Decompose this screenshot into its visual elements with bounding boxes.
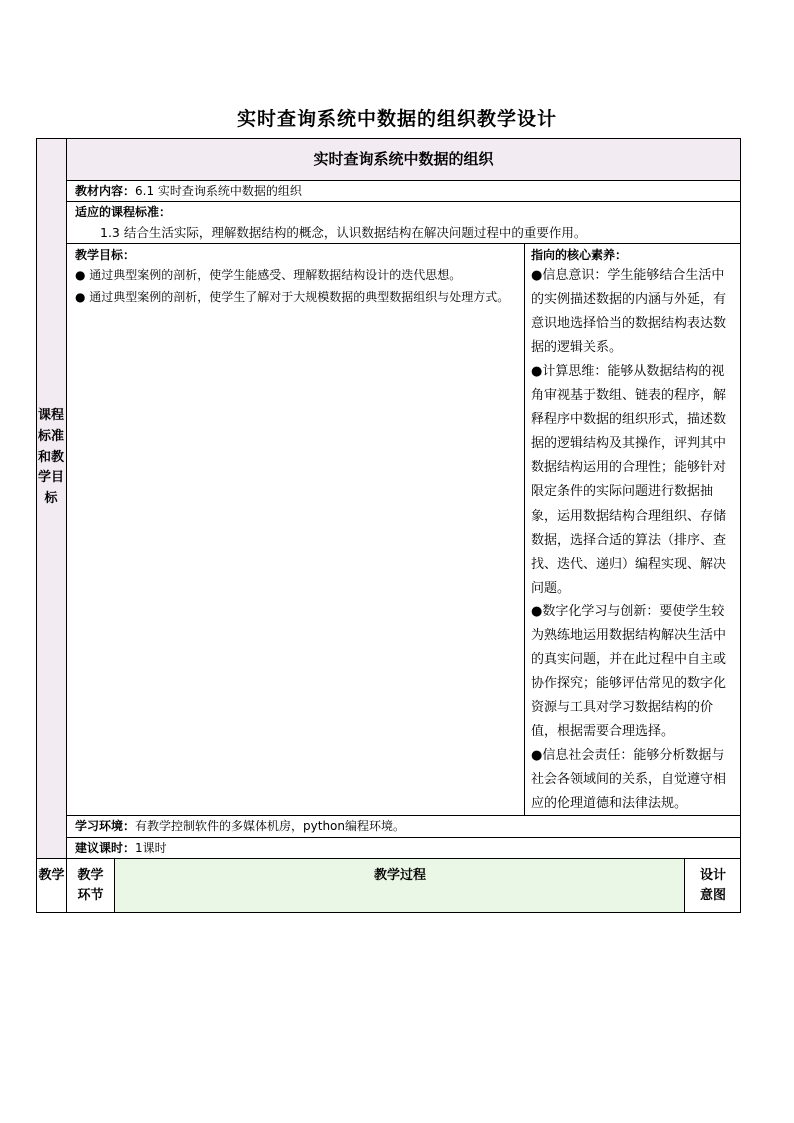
literacy-paragraph: ●计算思维：能够从数据结构的视角审视基于数组、链表的程序，解释程序中数据的组织形式，描述数据的逻辑结构及其操作，评判其中数据结构运用的合理性；能够针对限定条件的实际问题进行数据抽象，运用数据结构合理组织、存储数据，选择合适的算法（排序、查找、迭代、递归）编程实现、解决问题。 <box>531 364 727 596</box>
process-col1-label: 教学 <box>38 868 65 883</box>
literacy-label: 指向的核心素养： <box>531 248 628 262</box>
process-col4-label: 设计 意图 <box>699 868 726 903</box>
goals-label: 教学目标： <box>75 248 136 262</box>
process-col2-label: 教学 环节 <box>77 868 104 903</box>
environment-label: 学习环境： <box>75 819 136 833</box>
goal-item: ● 通过典型案例的剖析，使学生能感受、理解数据结构设计的迭代思想。 <box>75 268 462 282</box>
row-divider <box>36 858 741 859</box>
literacy-paragraph: ●信息社会责任：能够分析数据与社会各领域间的关系，自觉遵守相应的伦理道德和法律法规。 <box>531 748 727 812</box>
process-col3-label: 教学过程 <box>373 868 426 883</box>
hours-label: 建议课时： <box>75 841 136 855</box>
standard-label: 适应的课程标准： <box>75 205 172 219</box>
row-divider <box>66 837 741 838</box>
row-divider <box>66 201 741 202</box>
textbook-row <box>75 183 302 199</box>
environment-value: 有教学控制软件的多媒体机房，python编程环境。 <box>135 819 405 833</box>
goal-item: ● 通过典型案例的剖析，使学生了解对于大规模数据的典型数据组织与处理方式。 <box>75 290 510 304</box>
literacy-paragraph: ●信息意识：学生能够结合生活中的实例描述数据的内涵与外延，有意识地选择恰当的数据结构表达数据的逻辑关系。 <box>531 268 727 356</box>
hours-row <box>75 840 167 856</box>
row-divider <box>66 180 741 181</box>
hours-value: 1课时 <box>135 841 167 855</box>
col-divider <box>114 858 115 913</box>
document-title: 实时查询系统中数据的组织教学设计 <box>236 108 557 130</box>
textbook-label: 教材内容： <box>75 184 136 198</box>
col-divider <box>524 243 525 816</box>
literacy-paragraph: ●数字化学习与创新：要使学生较为熟练地运用数据结构解决生活中的真实问题，并在此过程中自主或协作探究；能够评估常见的数字化资源与工具对学习数据结构的价值，根据需要合理选择。 <box>531 604 727 740</box>
environment-row <box>75 818 405 834</box>
textbook-value: 6.1 实时查询系统中数据的组织 <box>135 184 302 198</box>
process-col3-cell <box>114 858 685 913</box>
table-header-title: 实时查询系统中数据的组织 <box>313 150 494 168</box>
standard-value: 1.3 结合生活实际，理解数据结构的概念，认识数据结构在解决问题过程中的重要作用。 <box>100 225 587 240</box>
row-divider <box>66 243 741 244</box>
side-label: 课程标准和教学目标 <box>37 408 64 507</box>
